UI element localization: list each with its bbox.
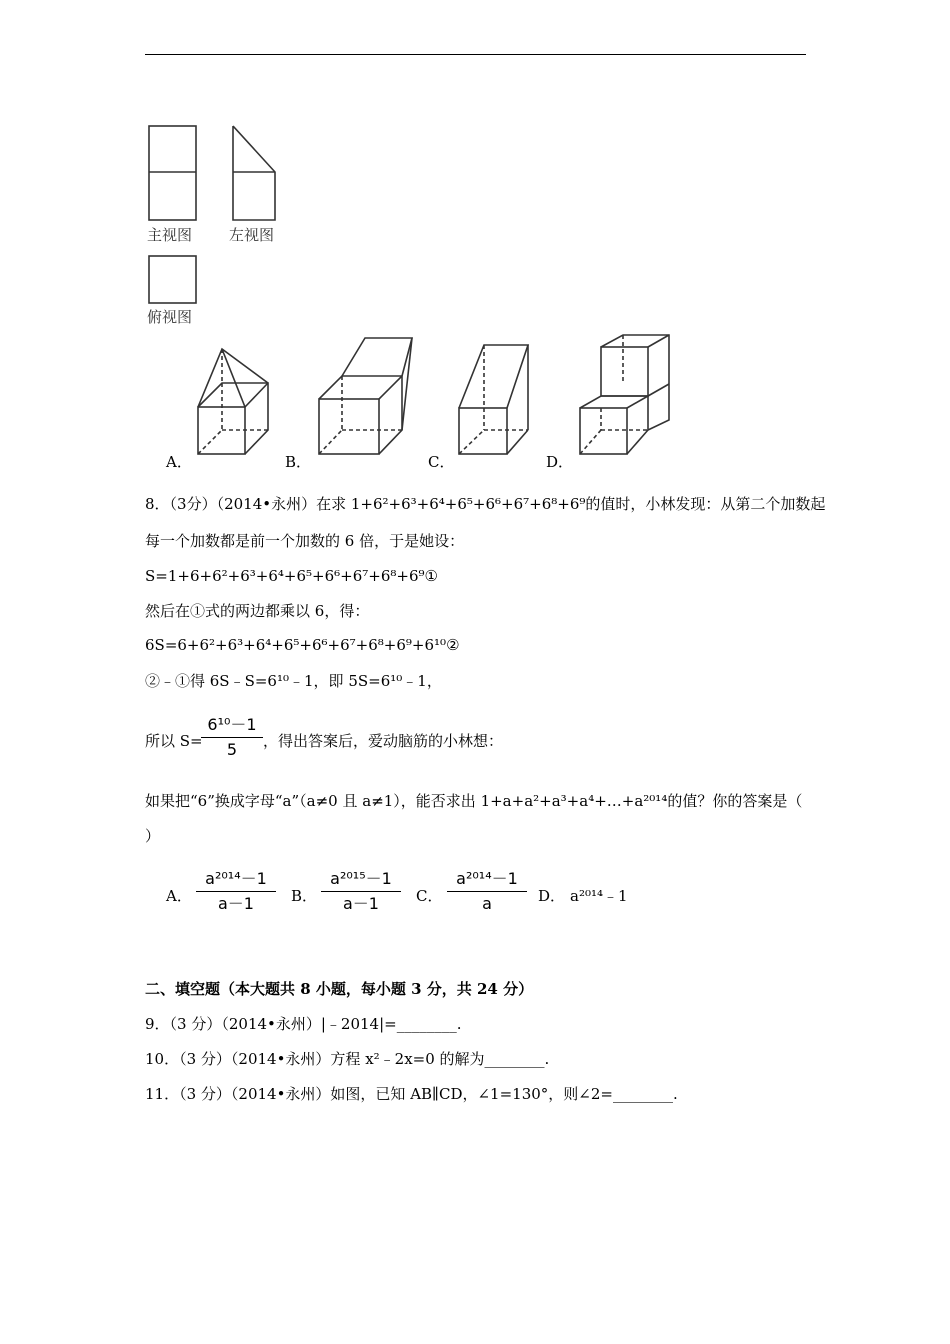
left-view-outline (233, 126, 275, 220)
q8-line4: 然后在①式的两边都乘以 6，得： (145, 602, 370, 620)
q7-option-b: B． (285, 453, 312, 471)
q8-line6: ②﹣①得 6S﹣S=6¹⁰﹣1，即 5S=6¹⁰﹣1， (145, 672, 442, 690)
q8-line5: 6S=6+6²+6³+6⁴+6⁵+6⁶+6⁷+6⁸+6⁹+6¹⁰② (145, 636, 460, 654)
q7-option-d: D． (546, 453, 574, 471)
q8-fraction (201, 716, 263, 759)
q7-option-a: A． (166, 453, 192, 471)
q8-option-c-label: C． (416, 887, 443, 905)
fraction-bar (201, 737, 263, 738)
option-c-denominator: a (482, 894, 492, 913)
front-view-outline (149, 126, 196, 220)
q8-option-a-fraction (196, 870, 276, 913)
q8-option-b-fraction (321, 870, 401, 913)
section2-heading: 二、填空题（本大题共 8 小题，每小题 3 分，共 24 分） (145, 980, 534, 998)
q8-line2: 每一个加数都是前一个加数的 6 倍，于是她设： (145, 532, 465, 550)
option-a-numerator: a²⁰¹⁴－1 (205, 869, 267, 888)
q11: 11．（3 分）（2014•永州）如图，已知 AB∥CD，∠1=130°，则∠2=________. (145, 1085, 678, 1103)
top-view-label: 俯视图 (147, 308, 193, 326)
solid-b (319, 338, 412, 454)
q8-line1: 8．（3分）（2014•永州）在求 1+6²+6³+6⁴+6⁵+6⁶+6⁷+6⁸+6⁹的值时，小林发现：从第二个加数起 (145, 495, 826, 513)
option-c-numerator: a²⁰¹⁴－1 (456, 869, 518, 888)
q8-line9: ） (145, 827, 161, 845)
solid-options-drawing (190, 330, 690, 460)
q8-line8: 如果把“6”换成字母“a”（a≠0 且 a≠1），能否求出 1+a+a²+a³+a⁴+…+a²⁰¹⁴的值？你的答案是（ (145, 792, 803, 810)
option-b-denominator: a－1 (343, 894, 379, 913)
q8-line7-suffix: ，得出答案后，爱动脑筋的小林想： (263, 732, 504, 750)
q8-option-c-fraction (447, 870, 527, 913)
q8-fraction-numerator: 6¹⁰－1 (207, 715, 257, 734)
solid-c (459, 345, 528, 454)
q8-line3: S=1+6+6²+6³+6⁴+6⁵+6⁶+6⁷+6⁸+6⁹① (145, 567, 438, 585)
q8-option-d-text: a²⁰¹⁴﹣1 (570, 887, 628, 905)
q8-option-a-label: A． (166, 887, 192, 905)
option-a-denominator: a－1 (218, 894, 254, 913)
fraction-bar (321, 891, 401, 892)
q9: 9．（3 分）（2014•永州）|﹣2014|=________. (145, 1015, 462, 1033)
solid-d (580, 335, 669, 454)
fraction-bar (196, 891, 276, 892)
left-view-label: 左视图 (229, 226, 275, 244)
q8-line7-prefix: 所以 S= (145, 732, 203, 750)
solid-a (198, 349, 268, 454)
header-rule (145, 54, 806, 55)
q10: 10．（3 分）（2014•永州）方程 x²﹣2x=0 的解为________. (145, 1050, 550, 1068)
q8-option-b-label: B． (291, 887, 318, 905)
q8-fraction-denominator: 5 (226, 740, 238, 759)
fraction-bar (447, 891, 527, 892)
q8-option-d-label: D． (538, 887, 566, 905)
top-view-outline (149, 256, 196, 303)
option-b-numerator: a²⁰¹⁵－1 (330, 869, 392, 888)
q7-option-c: C． (428, 453, 455, 471)
front-view-label: 主视图 (147, 226, 193, 244)
